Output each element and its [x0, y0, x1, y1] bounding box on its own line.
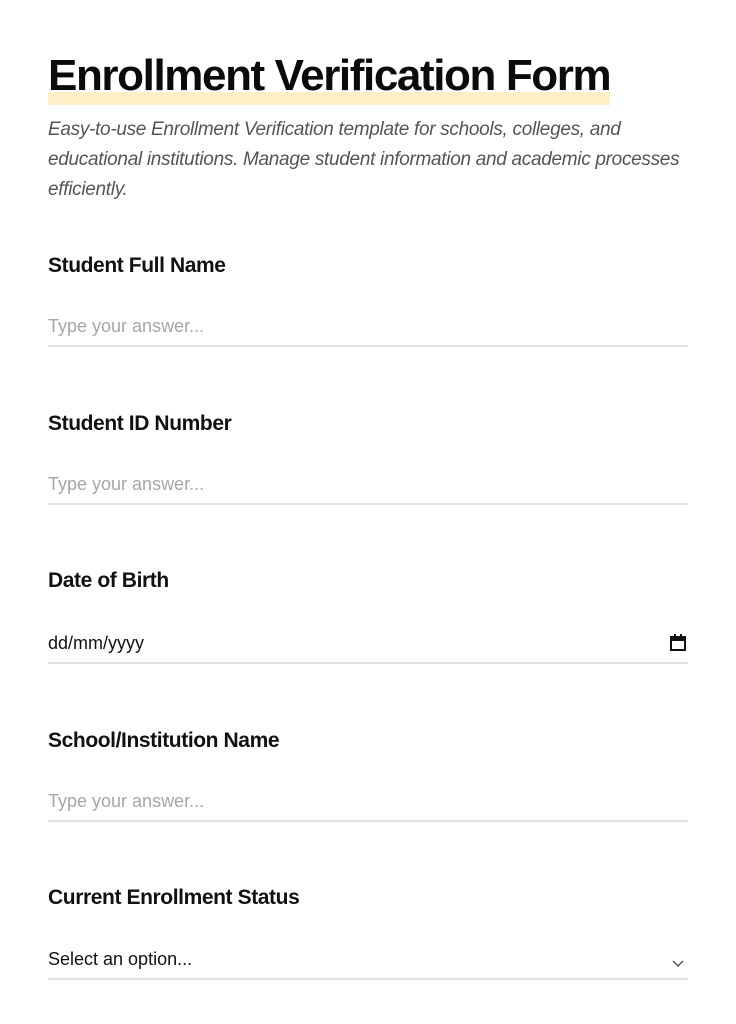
field-date-of-birth: [48, 568, 688, 678]
field-label: Student ID Number: [48, 412, 232, 435]
select-value: Select an option...: [48, 948, 193, 969]
field-label: Date of Birth: [48, 569, 169, 592]
calendar-icon[interactable]: [670, 634, 686, 656]
field-label: Student Full Name: [48, 254, 226, 277]
student-id-input[interactable]: [48, 465, 688, 505]
date-value: dd/mm/yyyy: [48, 632, 145, 653]
field-label: School/Institution Name: [48, 729, 280, 752]
page-header: [48, 50, 610, 102]
field-student-full-name: [48, 253, 688, 363]
school-name-input[interactable]: [48, 782, 688, 822]
page-title-text: Enrollment Verification Form: [48, 51, 611, 100]
page-title: [48, 50, 610, 102]
field-school-name: [48, 728, 688, 838]
field-enrollment-status: [48, 885, 688, 995]
field-label: Current Enrollment Status: [48, 886, 300, 909]
field-student-id: [48, 411, 688, 521]
chevron-down-icon: [672, 952, 684, 973]
enrollment-status-select[interactable]: [48, 940, 688, 980]
date-of-birth-input[interactable]: [48, 624, 688, 664]
page-description: Easy-to-use Enrollment Verification template for schools, colleges, and educational institutions. Manage student information and academic processes efficiently.: [48, 119, 680, 200]
student-full-name-input[interactable]: [48, 307, 688, 347]
